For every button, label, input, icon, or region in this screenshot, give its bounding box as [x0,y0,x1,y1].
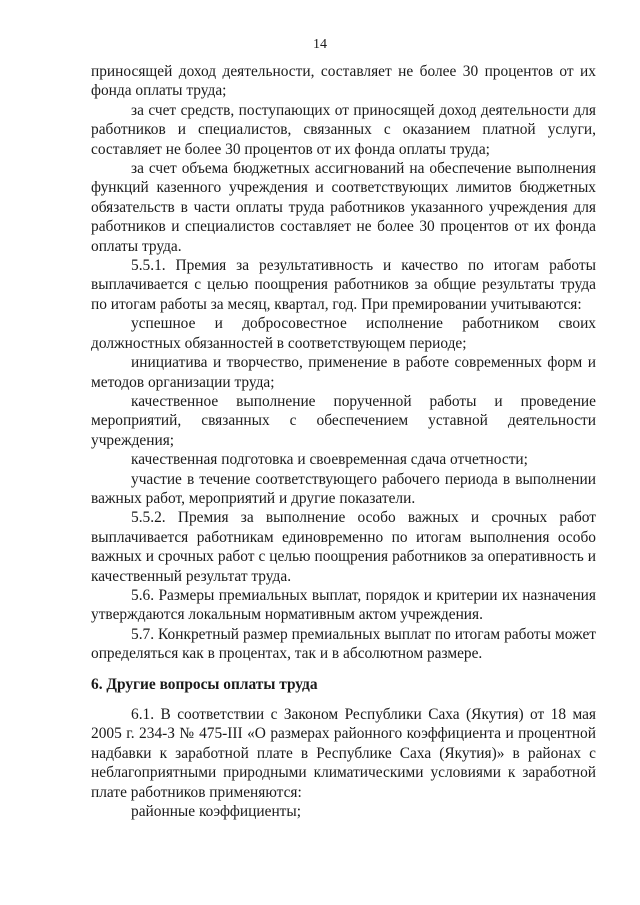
paragraph-6-1: 6.1. В соответствии с Законом Республики Саха (Якутия) от 18 мая 2005 г. 234-З № 475-III «О размерах районного коэффициента и процентной надбавки к заработной плате в Республике Саха (Якутия)» в районах с неблагоприятными природными климатическими условиями к заработной плате работников применяются: [91,706,596,801]
list-item-reporting: качественная подготовка и своевременная сдача отчетности; [131,451,528,469]
paragraph-5-5-1: 5.5.1. Премия за результативность и качество по итогам работы выплачивается с целью поощрения работников за общие результаты труда по итогам работы за месяц, квартал, год. При премировании учитываются: [91,257,596,313]
paragraph-5-5-2: 5.5.2. Премия за выполнение особо важных и срочных работ выплачивается работникам единовременно по итогам выполнения особо важных и срочных работ с целью поощрения работников за оперативность и качественный результат труда. [91,509,596,585]
list-item-participation: участие в течение соответствующего рабочего периода в выполнении важных работ, мероприятий и другие показатели. [91,470,596,507]
document-body [91,62,596,821]
paragraph-5-6: 5.6. Размеры премиальных выплат, порядок и критерии их назначения утверждаются локальным нормативным актом учреждения. [91,586,596,624]
paragraph-5-7: 5.7. Конкретный размер премиальных выплат по итогам работы может определяться как в процентах, так и в абсолютном размере. [91,625,596,663]
paragraph-continuation: приносящей доход деятельности, составляет не более 30 процентов от их фонда оплаты труда; [91,63,596,100]
paragraph-budget-allocations: за счет объема бюджетных ассигнований на обеспечение выполнения функций казенного учреждения и соответствующих лимитов бюджетных обязательств в части оплаты труда работников указанного учреждения для работников и специалистов составляет не более 30 процентов от их фонда оплаты труда. [91,160,596,255]
list-item-regional-coefficients: районные коэффициенты; [131,803,302,821]
page-number: 14 [313,37,327,52]
list-item-diligent-performance: успешное и добросовестное исполнение работником своих должностных обязанностей в соответствующем периоде; [91,315,596,352]
section-heading: 6. Другие вопросы оплаты труда [91,675,318,693]
paragraph-paid-services: за счет средств, поступающих от приносящей доход деятельности для работников и специалистов, связанных с оказанием платной услуги, составляет не более 30 процентов от их фонда оплаты труда; [91,101,596,158]
list-item-initiative: инициатива и творчество, применение в работе современных форм и методов организации труда; [91,354,596,391]
list-item-quality-work: качественное выполнение порученной работы и проведение мероприятий, связанных с обеспечением уставной деятельности учреждения; [91,392,596,449]
